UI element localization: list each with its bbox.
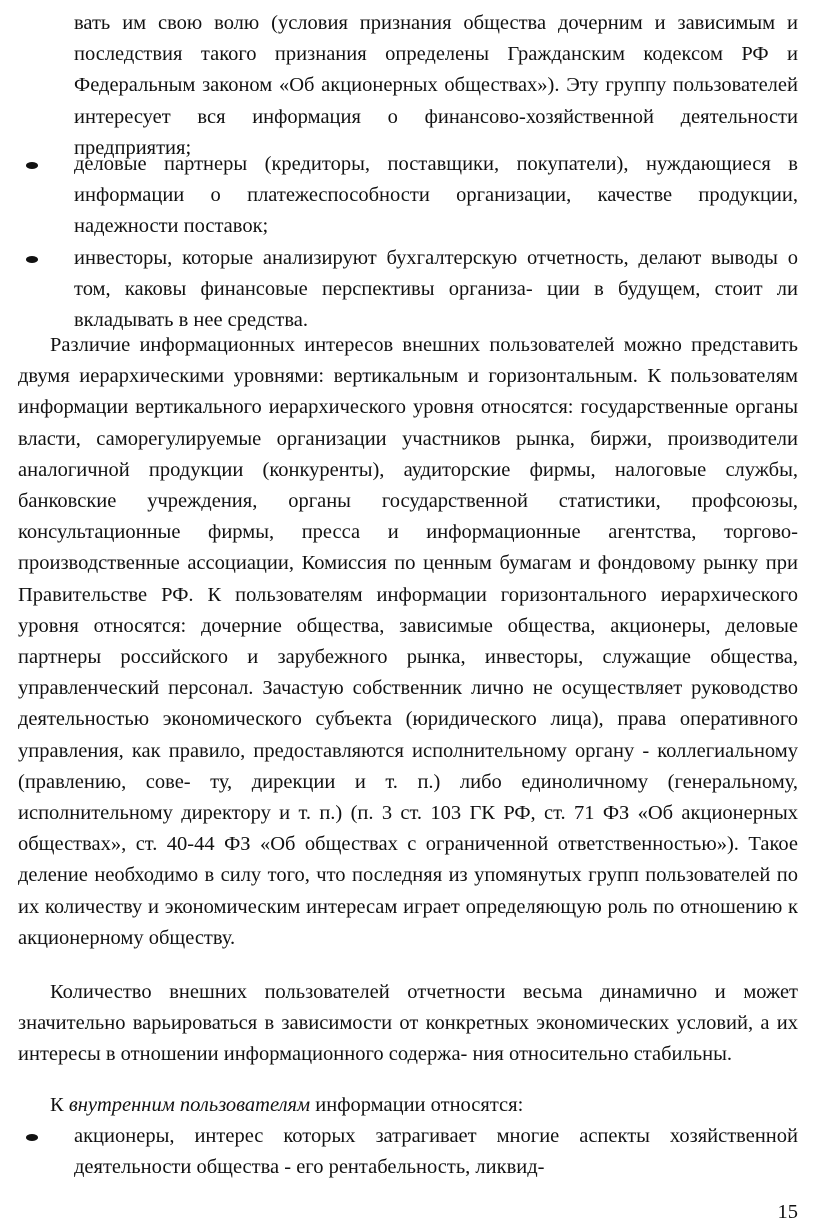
bullet-text: деловые партнеры (кредиторы, поставщики, покупатели), нуждающиеся в информации о платежеспособности организации, качестве продукции, надежности поставок; <box>74 153 798 238</box>
intro-term: внутренним пользователям <box>68 1094 311 1116</box>
bullet-icon <box>26 162 38 169</box>
bullet-item-shareholders <box>74 1121 798 1183</box>
intro-prefix: К <box>50 1094 69 1116</box>
internal-users-intro <box>18 1090 798 1121</box>
bullet-icon <box>26 256 38 263</box>
intro-suffix: информации относятся: <box>310 1094 524 1116</box>
bullet-icon <box>26 1134 38 1141</box>
paragraph-external-users <box>18 977 798 1071</box>
paragraph-text: Количество внешних пользователей отчетности весьма динамично и может значительно варьироваться в зависимости от конкретных экономических условий, а их интересы в отношении информационного содержа- ния относительно стабильны. <box>18 981 798 1066</box>
bullet-text: инвесторы, которые анализируют бухгалтерскую отчетность, делают выводы о том, каковы финансовые перспективы организа- ции в будущем, стоит ли вкладывать в нее средства. <box>74 247 798 332</box>
page-number: 15 <box>777 1201 798 1223</box>
paragraph-text: Различие информационных интересов внешних пользователей можно представить двумя иерархическими уровнями: вертикальным и горизонтальным. К пользователям информации вертикального иерархического уровня относятся: государственные органы власти, саморегулируемые организации участников рынка, биржи, производители аналогичной продукции (конкуренты), аудиторские фирмы, налоговые службы, банковские учреждения, органы государственной статистики, профсоюзы, консультационные фирмы, пресса и информационные агентства, торгово-производственные ассоциации, Комиссия по ценным бумагам и фондовому рынку при Правительстве РФ. К пользователям информации горизонтального иерархического уровня относятся: дочерние общества, зависимые общества, акционеры, деловые партнеры российского и зарубежного рынка, инвесторы, служащие общества, управленческий персонал. Зачастую собственник лично не осуществляет руководство деятельностью экономического субъекта (юридического лица), права оперативного управления, как правило, предоставляются исполнительному органу - коллегиальному (правлению, сове- ту, дирекции и т. п.) либо единоличному (генеральному, исполнительному директору и т. п.) (п. 3 ст. 103 ГК РФ, ст. 71 ФЗ «Об акционерных обществах», ст. 40-44 ФЗ «Об обществах с ограниченной ответственностью»). Такое деление необходимо в силу того, что последняя из упомянутых групп пользователей по их количеству и экономическим интересам играет определяющую роль по отношению к акционерному обществу. <box>18 334 798 949</box>
bullet-text: акционеры, интерес которых затрагивает многие аспекты хозяйственной деятельности общества - его рентабельность, ликвид- <box>74 1125 798 1179</box>
continuation-paragraph: вать им свою волю (условия признания общества дочерним и зависимым и последствия такого признания определены Гражданским кодексом РФ и Федеральным законом «Об акционерных обществах»). Эту группу пользователей интересует вся информация о финансово-хозяйственной деятельности предприятия; <box>74 12 798 159</box>
bullet-item-investors <box>74 243 798 337</box>
bullet-item-partners <box>74 149 798 243</box>
paragraph-user-levels <box>18 330 798 954</box>
